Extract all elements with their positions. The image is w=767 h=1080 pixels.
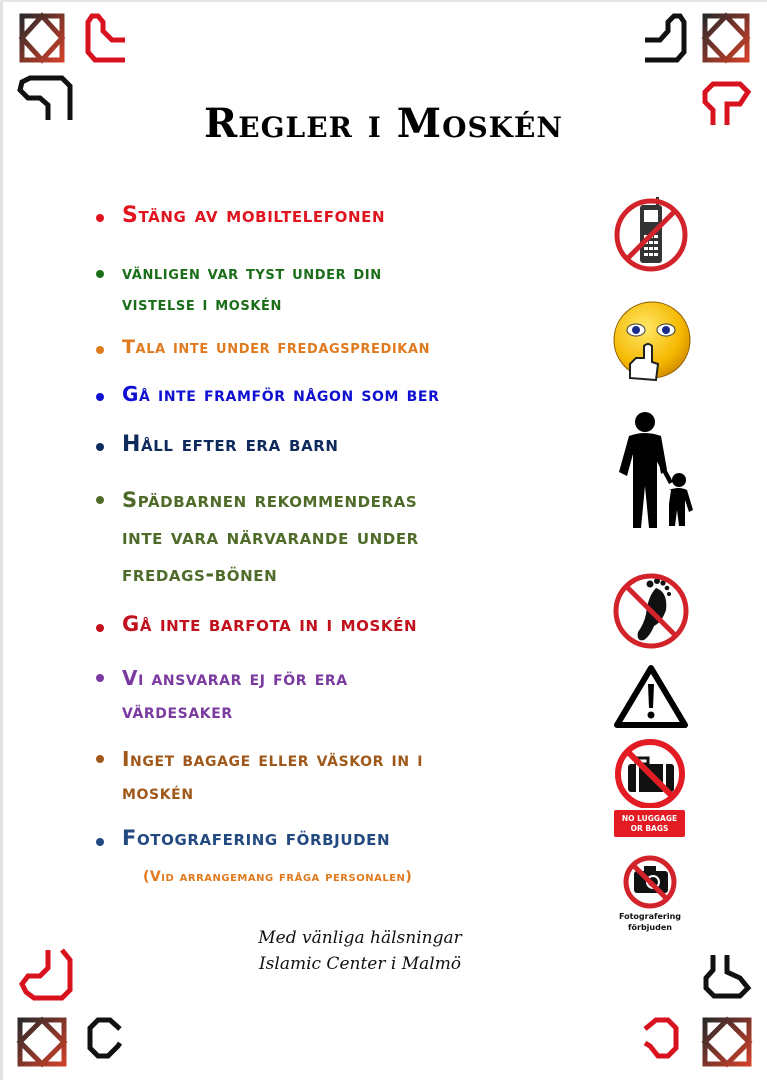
no-barefoot-icon [610,570,692,652]
rule-item-dont-walk-in-front: Gå inte framför någon som ber [96,382,586,406]
rule-item-no-luggage: Inget bagage eller väskor in i moskén [96,743,586,809]
signature-greeting: Med vänliga hälsningar [258,928,462,948]
corner-knot-bottom-left [20,998,70,1064]
rule-item-no-photography: Fotografering förbjuden [96,826,586,850]
corner-knot-top-right [700,16,747,82]
warning-triangle-icon [612,662,690,730]
rule-item-turn-off-phone: Stäng av mobiltelefonen [96,203,586,228]
border-top [125,40,650,54]
no-mobile-phone-icon [610,193,692,273]
bullet [96,443,104,451]
no-luggage-icon [612,736,688,808]
rule-item-valuables: Vi ansvarar ej för era värdesaker [96,662,586,728]
bullet [96,674,104,682]
poster-title: Regler i Moskén [204,100,563,147]
bullet [96,496,104,504]
photography-note: (Vid arrangemang fråga personalen) [143,869,413,885]
no-luggage-label: NO LUGGAGE OR BAGS [614,810,685,837]
rule-item-infants: Spädbarnen rekommenderas inte vara närvarande under fredags-bönen [96,482,586,593]
border-right [713,125,727,955]
bullet [96,624,104,632]
rule-item-no-talking-sermon: Tala inte under fredagspredikan [96,336,586,358]
bullet [96,393,104,401]
rule-item-be-quiet: vänligen var tyst under din vistelse i moskén [96,258,586,320]
corner-knot-bottom-right [700,996,749,1064]
border-left [48,120,62,950]
no-photography-caption: Fotografering förbjuden [618,912,682,932]
bullet [96,838,104,846]
quiet-shush-icon [608,300,694,386]
border-bottom [120,1029,645,1043]
rule-item-watch-children: Håll efter era barn [96,432,586,457]
signature-organization: Islamic Center i Malmö [258,954,462,974]
bullet [96,270,104,278]
no-photography-icon [620,855,680,910]
bullet [96,214,104,222]
signature [210,925,510,977]
bullet [96,755,104,763]
bullet [96,346,104,354]
parent-with-child-icon [607,410,697,535]
rule-item-no-barefoot: Gå inte barfota in i moskén [96,612,586,636]
